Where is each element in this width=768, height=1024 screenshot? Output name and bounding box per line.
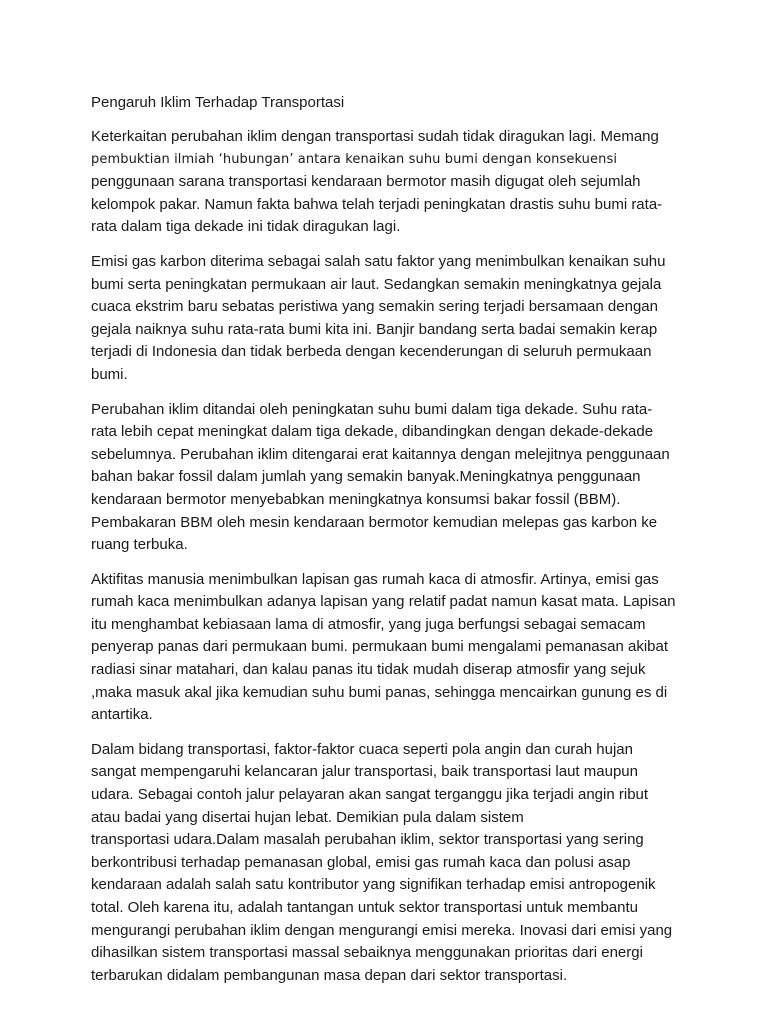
text-line: Dalam bidang transportasi, faktor-faktor cuaca seperti pola angin dan curah hujan [91, 740, 633, 758]
text-line: Keterkaitan perubahan iklim dengan transportasi sudah tidak diragukan lagi. Memang [91, 128, 659, 145]
text-line: Emisi gas karbon diterima sebagai salah satu faktor yang menimbulkan kenaikan suhu [91, 252, 666, 270]
text-line: transportasi udara.Dalam masalah perubahan iklim, sektor transportasi yang sering [91, 831, 644, 849]
text-line: Pembakaran BBM oleh mesin kendaraan bermotor kemudian melepas gas karbon ke [91, 513, 658, 531]
text-line: berkontribusi terhadap pemanasan global, emisi gas rumah kaca dan polusi asap [91, 853, 631, 871]
text-line: antartika. [91, 706, 153, 724]
text-line: itu menghambat kebiasaan lama di atmosfir, yang juga berfungsi sebagai semacam [91, 615, 646, 633]
text-line: terbarukan didalam pembangunan masa depan dari sektor transportasi. [91, 966, 568, 984]
text-line: mengurangi perubahan iklim dengan mengurangi emisi mereka. Inovasi dari emisi yang [91, 921, 673, 939]
text-line: sangat mempengaruhi kelancaran jalur transportasi, baik transportasi laut maupun [91, 763, 638, 781]
document-title: Pengaruh Iklim Terhadap Transportasi [91, 94, 345, 111]
text-line: rumah kaca menimbulkan adanya lapisan yang relatif padat namun kasat mata. Lapisan [91, 593, 676, 611]
text-line: rata lebih cepat meningkat dalam tiga dekade, dibandingkan dengan dekade-dekade [91, 423, 654, 441]
text-line: kendaraan bermotor menyebabkan meningkatnya konsumsi bakar fossil (BBM). [91, 490, 621, 508]
text-line: kelompok pakar. Namun fakta bahwa telah terjadi peningkatan drastis suhu bumi rata- [91, 195, 663, 213]
text-line: terjadi di Indonesia dan tidak berbeda dengan kecenderungan di seluruh permukaan [91, 343, 652, 361]
paragraph-4 [91, 569, 691, 727]
paragraph-5 [91, 739, 691, 988]
paragraph-3 [91, 399, 691, 557]
text-line: bumi serta peningkatan permukaan air laut. Sedangkan semakin meningkatnya gejala [91, 275, 662, 293]
text-line: ,maka masuk akal jika kemudian suhu bumi panas, sehingga mencairkan gunung es di [91, 683, 668, 701]
text-line: gejala naiknya suhu rata-rata bumi kita ini. Banjir bandang serta badai semakin kerap [91, 320, 658, 338]
text-line: kendaraan adalah salah satu kontributor yang signifikan terhadap emisi antropogenik [91, 876, 656, 894]
text-line: ruang terbuka. [91, 536, 188, 554]
paragraph-2 [91, 251, 691, 387]
text-line: sebelumnya. Perubahan iklim ditengarai erat kaitannya dengan melejitnya penggunaan [91, 445, 670, 463]
text-line: cuaca ekstrim baru sebatas peristiwa yang semakin sering terjadi bersamaan dengan [91, 298, 658, 316]
text-line: atau badai yang disertai hujan lebat. Demikian pula dalam sistem [91, 808, 524, 826]
text-line: pembuktian ilmiah ‘hubungan’ antara kenaikan suhu bumi dengan konsekuensi [91, 151, 618, 167]
text-line: Perubahan iklim ditandai oleh peningkatan suhu bumi dalam tiga dekade. Suhu rata- [91, 400, 653, 418]
text-line: penggunaan sarana transportasi kendaraan bermotor masih digugat oleh sejumlah [91, 173, 641, 191]
paragraph-1 [91, 126, 691, 239]
text-line: bumi. [91, 365, 128, 383]
text-line: bahan bakar fossil dalam jumlah yang semakin banyak.Meningkatnya penggunaan [91, 468, 641, 486]
text-line: udara. Sebagai contoh jalur pelayaran akan sangat terganggu jika terjadi angin ribut [91, 786, 649, 804]
text-line: penyerap panas dari permukaan bumi. permukaan bumi mengalami pemanasan akibat [91, 638, 669, 656]
text-line: dihasilkan sistem transportasi massal sebaiknya menggunakan prioritas dari energi [91, 944, 643, 962]
text-line: rata dalam tiga dekade ini tidak diragukan lagi. [91, 218, 401, 236]
document-page [91, 92, 691, 999]
text-line: total. Oleh karena itu, adalah tantangan untuk sektor transportasi untuk membantu [91, 899, 639, 916]
text-line: radiasi sinar matahari, dan kalau panas itu tidak mudah diserap atmosfir yang sejuk [91, 661, 646, 679]
text-line: Aktifitas manusia menimbulkan lapisan gas rumah kaca di atmosfir. Artinya, emisi gas [91, 570, 659, 588]
